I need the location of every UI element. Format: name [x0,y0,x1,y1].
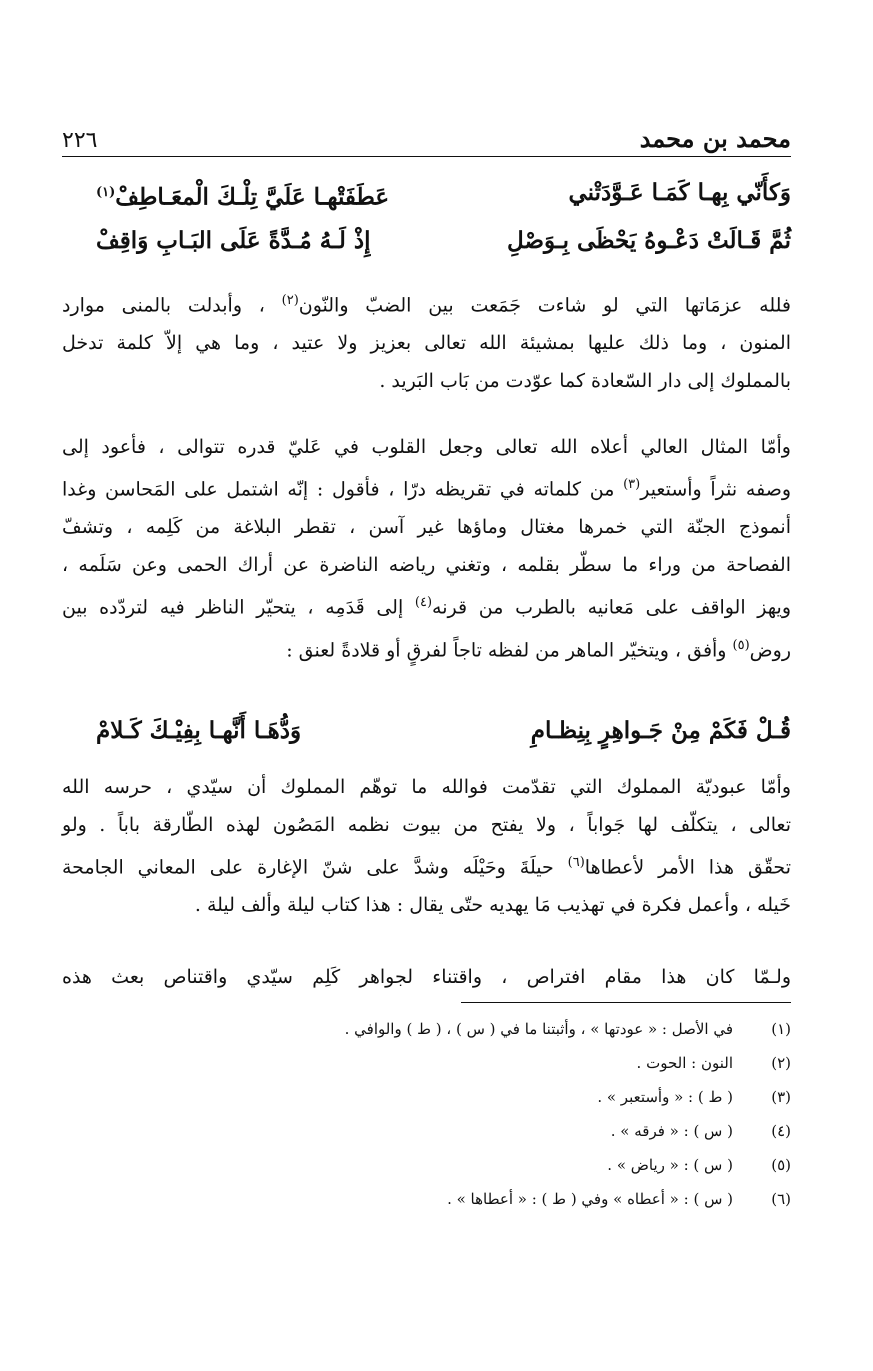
footnote-divider [461,1002,791,1003]
footnote-number: (١) [771,1020,791,1038]
verse-line [96,708,791,754]
footnote-number: (٣) [771,1088,791,1106]
footnote-marker: (٥) [732,637,750,653]
footnote-number: (٢) [771,1054,791,1072]
footnote-marker: (٦) [567,855,585,870]
footnote-text: ( س ) : « أعطاه » وفي ( ط ) : « أعطاها » . [447,1190,733,1208]
verse-right-hemistich: قُـلْ فَكَمْ مِنْ جَـواهِرٍ بِنِظـامِ [530,717,791,744]
footnote-text: ( س ) : « فرقه » . [610,1122,733,1140]
verse-left-hemistich: وَدُّهَـا أَنَّهـا بِفِيْـكَ كَـلامْ [96,717,302,744]
page-number: ٢٢٦ [62,128,98,153]
paragraph: ولـمّا كان هذا مقام افتراص ، واقتناء لجواهر كَلِم سيّدي واقتناص بعث هذه [62,966,791,988]
footnote-marker: (٢) [281,293,299,308]
footnote-text: النون : الحوت . [636,1054,733,1072]
footnote-item [180,1148,791,1182]
verse-left-hemistich: إِذْ لَـهُ مُـدَّةً عَلَى البَـابِ وَاقِفْ [96,227,371,254]
verse-line [96,218,791,264]
paragraph: وأمّا عبوديّة المملوك التي تقدّمت فوالله ما توهّم المملوك أن سيّدي ، حرسه الله تعالى ، يتكلّف لها جَواباً ، ولا يفتح من بيوت نظمه المَصُون لهذه الطّارقة باباً . ولو تحقّق هذا الأمر لأعطاها$^{(٦)}$ حيلَةَ وحَيْلَه وشدَّ على شنّ الإغارة على المعاني الجامحة خَيله ، وأعمل فكرة في تهذيب مَا يهديه حتّى يقال : هذا كتاب ليلة وألف ليلة . [62,776,791,917]
running-title: محمد بن محمد [639,124,791,153]
footnote-text: في الأصل : « عودتها » ، وأثبتنا ما في ( س ) ، ( ط ) والوافي . [344,1020,733,1038]
verse-left-hemistich: عَطَفَتْهـا عَلَيَّ تِلْـكَ الْمعَـاطِفْ$^{(١)}$ [96,183,390,211]
footnote-text: ( ط ) : « وأستعبر » . [597,1088,733,1106]
footnote-item [180,1012,791,1046]
footnote-text: ( س ) : « رياض » . [607,1156,733,1174]
paragraph: فلله عزمَاتها التي لو شاءت جَمَعت بين الضبّ والنّون$^{(٢)}$ ، وأبدلت بالمنى موارد المنون ، وما ذلك عليها بمشيئة الله تعالى بعزيز ولا عتيد ، وما هي إلاّ كلمة تدخل بالمملوك إلى دار السّعادة كما عوّدت من بَاب البَريد . [62,293,791,393]
footnote-number: (٥) [771,1156,791,1174]
paragraph: وأمّا المثال العالي أعلاه الله تعالى وجعل القلوب في عَليّ قدره تتوالى ، فأعود إلى وصفه نثراً وأستعير$^{(٣)}$ من كلماته في تقريظه درّا ، فأقول : إنّه اشتمل على المَحاسن وغدا أنموذج الجنّة التي خمرها مغتال وماؤها غير آسن ، تقطر البلاغة من كَلِمه ، وتشفّ الفصاحة من وراء ما سطّر بقلمه ، وتغني رياضه الناضرة عن أراك الحمى وعن سَلَمه ، ويهز الواقف على مَعانيه بالطرب من قرنه$^{(٤)}$ إلى قَدَمِه ، يتحيّر الناظر فيه لتردّده بين روض$^{(٥)}$ وأفق ، ويتخيّر الماهر من لفظه تاجاً لفرقٍ أو قلادةً لعنق : [62,436,792,661]
footnote-item [180,1080,791,1114]
footnote-marker: (١) [96,185,116,200]
verse-right-hemistich: وَكأَنّي بِهـا كَمَـا عَـوَّدَتْني [568,179,791,206]
page-header [62,120,791,157]
verse-right-hemistich: ثُمَّ قَـالَتْ دَعْـوهُ يَحْظَى بِـوَصْلِ [507,227,791,254]
verse-line [96,170,791,221]
footnote-marker: (٤) [414,595,433,611]
footnote-item [180,1182,791,1216]
footnote-number: (٤) [771,1122,791,1140]
footnote-number: (٦) [771,1190,791,1208]
footnotes [180,1012,791,1216]
footnote-marker: (٣) [623,477,641,492]
footnote-item [180,1046,791,1080]
footnote-item [180,1114,791,1148]
